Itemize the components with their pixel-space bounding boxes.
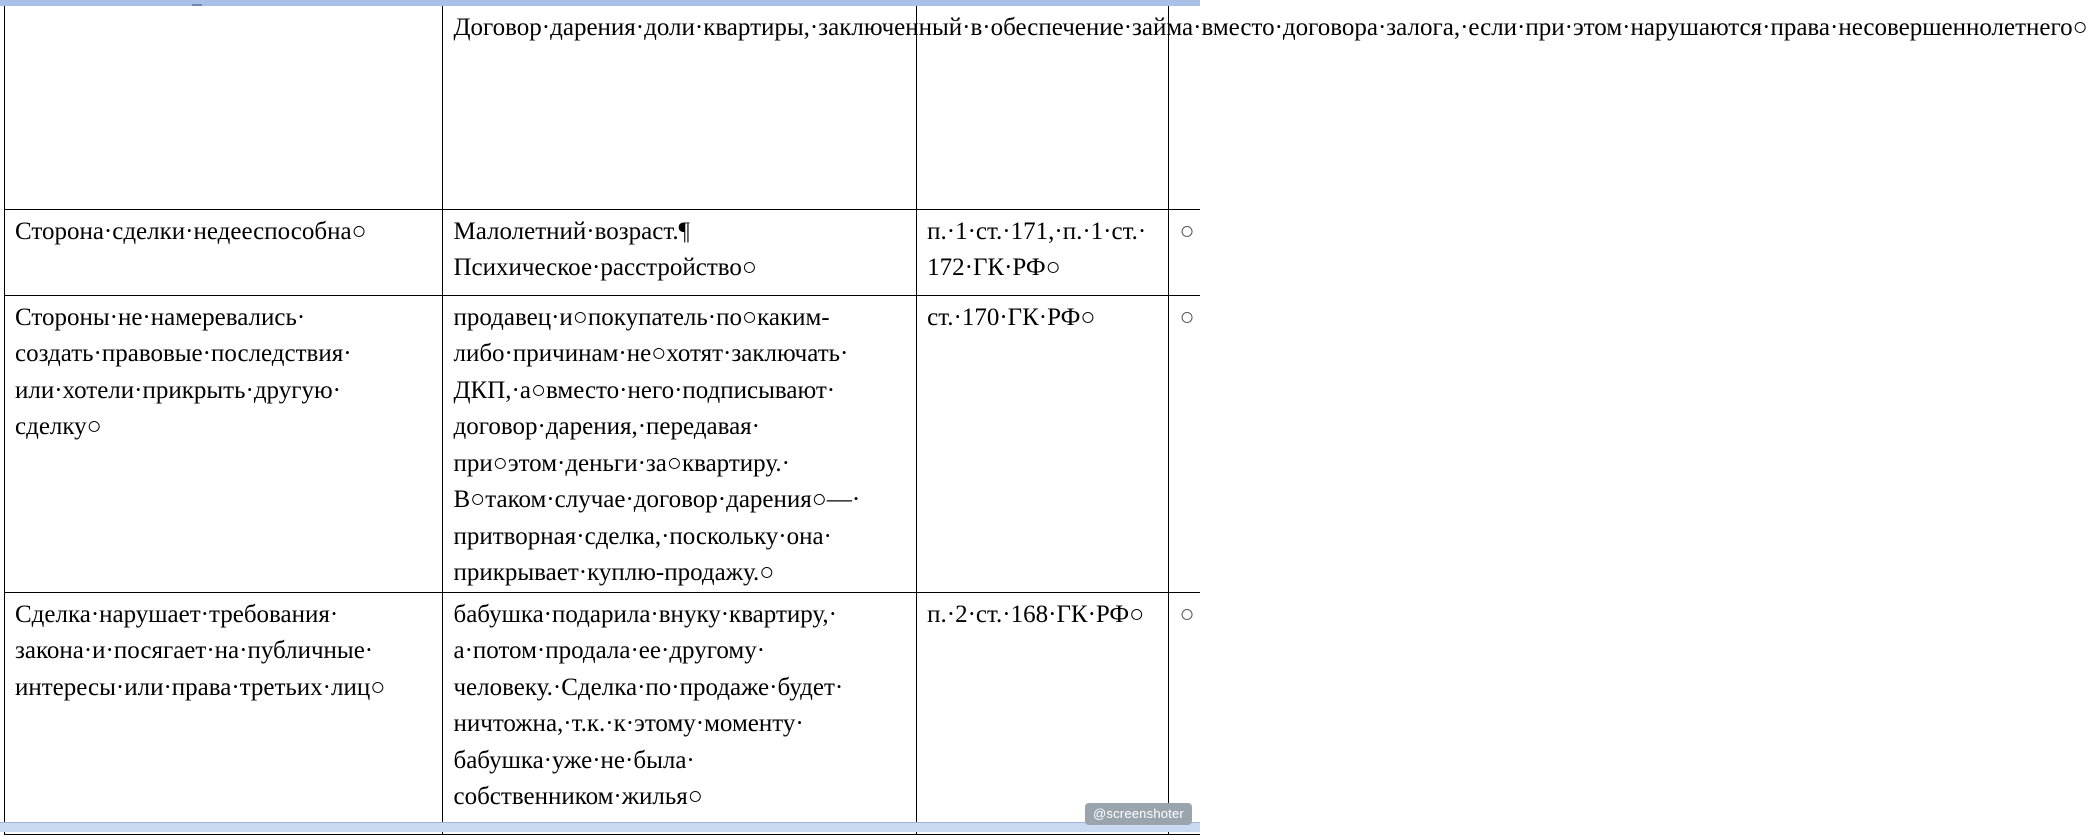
example-cell[interactable]: Договор·дарения·доли·квартиры,·заключенный·в·обеспечение·займа·вместо·договора·залога,·если·при·этом·нарушаются·права·несовершеннолетнего○ <box>443 6 917 209</box>
condition-cell[interactable]: Сделка·нарушает·требования· закона·и·посягает·на·публичные· интересы·или·права·третьих·лиц○ <box>5 592 443 834</box>
table-row <box>5 6 1201 209</box>
law-cell[interactable]: п.·1·ст.·171,·п.·1·ст.· 172·ГК·РФ○ <box>917 209 1169 295</box>
condition-cell[interactable]: Стороны·не·намеревались· создать·правовые·последствия· или·хотели·прикрыть·другую· сделку○ <box>5 295 443 592</box>
table-row <box>5 209 1201 295</box>
condition-cell[interactable] <box>5 6 443 209</box>
table-row <box>5 295 1201 592</box>
example-cell[interactable]: продавец·и○покупатель·по○каким-либо·причинам·не○хотят·заключать· ДКП,·а○вместо·него·подписывают· договор·дарения,·передавая· при○этом·деньги·за○квартиру.· В○таком·случае·договор·дарения○—· притворная·сделка,·поскольку·она· прикрывает·куплю-продажу.○ <box>443 295 917 592</box>
law-cell[interactable]: ст.·170·ГК·РФ○ <box>917 295 1169 592</box>
row-end-cell: ○ <box>1169 295 1200 592</box>
example-cell[interactable]: бабушка·подарила·внуку·квартиру,· а·потом·продала·ее·другому· человеку.·Сделка·по·продаже·будет· ничтожна,·т.к.·к·этому·моменту· бабушка·уже·не·была· собственником·жилья○ <box>443 592 917 834</box>
example-cell[interactable]: Малолетний·возраст.¶ Психическое·расстройство○ <box>443 209 917 295</box>
table-row <box>5 592 1201 834</box>
document-table <box>4 6 2088 835</box>
condition-cell[interactable]: Сторона·сделки·недееспособна○ <box>5 209 443 295</box>
row-end-cell: ○ <box>1169 209 1200 295</box>
window-bottom-bar <box>0 822 1200 832</box>
law-cell[interactable]: п.·2·ст.·168·ГК·РФ○ <box>917 592 1169 834</box>
screenshoter-watermark: @screenshoter <box>1085 803 1192 825</box>
row-end-cell: ○ <box>1169 592 1200 834</box>
